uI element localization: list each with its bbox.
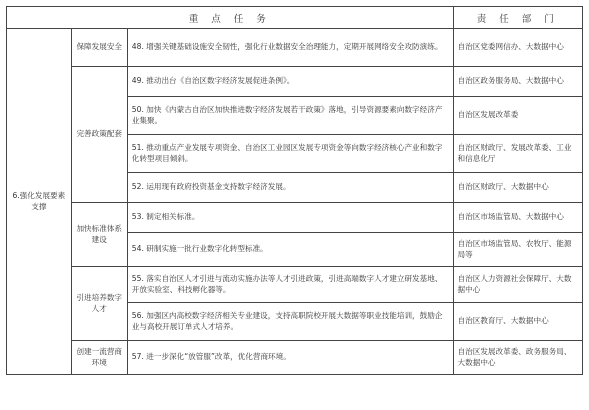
dept-cell: 自治区市场监管局、农牧厅、能源局等 [453,233,582,267]
task-cell: 52. 运用现有政府投资基金支持数字经济发展。 [127,173,453,203]
tasks-table [6,6,583,375]
group-name-cell: 完善政策配套 [71,67,127,203]
table-row [7,29,583,67]
task-cell: 53. 制定相关标准。 [127,203,453,233]
table-row [7,203,583,233]
table-row [7,267,583,303]
table-row [7,67,583,97]
dept-cell: 自治区人力资源社会保障厅、大数据中心 [453,267,582,303]
task-cell: 57. 进一步深化“放管服”改革，优化营商环境。 [127,341,453,375]
dept-cell: 自治区政务服务局、大数据中心 [453,67,582,97]
task-cell: 50. 加快《内蒙古自治区加快推进数字经济发展若干政策》落地，引导资源要素向数字经济产业集聚。 [127,97,453,135]
dept-cell: 自治区财政厅、发展改革委、工业和信息化厅 [453,135,582,173]
group-name-cell: 保障发展安全 [71,29,127,67]
dept-cell: 自治区发展改革委 [453,97,582,135]
task-cell: 54. 研制实施一批行业数字化转型标准。 [127,233,453,267]
table-row [7,341,583,375]
task-cell: 48. 增强关键基础设施安全韧性，强化行业数据安全治理能力，定期开展网络安全攻防演练。 [127,29,453,67]
table-header-row [7,7,583,29]
dept-cell: 自治区党委网信办、大数据中心 [453,29,582,67]
dept-cell: 自治区财政厅、大数据中心 [453,173,582,203]
task-cell: 51. 推动重点产业发展专项资金、自治区工业园区发展专项资金等向数字经济核心产业和数字化转型项目倾斜。 [127,135,453,173]
task-cell: 56. 加强区内高校数字经济相关专业建设，支持高职院校开展大数据等职业技能培训，鼓励企业与高校开展订单式人才培养。 [127,303,453,341]
header-dept: 责 任 部 门 [453,7,582,29]
group-name-cell: 创建一流营商环境 [71,341,127,375]
main-category-cell: 6.强化发展要素支撑 [7,29,72,375]
task-cell: 49. 推动出台《自治区数字经济发展促进条例》。 [127,67,453,97]
header-tasks: 重 点 任 务 [7,7,454,29]
task-cell: 55. 落实自治区人才引进与流动实施办法等人才引进政策，引进高端数字人才建立研发基地、开放实验室、科技孵化器等。 [127,267,453,303]
dept-cell: 自治区发展改革委、政务服务局、大数据中心 [453,341,582,375]
dept-cell: 自治区教育厅、大数据中心 [453,303,582,341]
dept-cell: 自治区市场监管局、大数据中心 [453,203,582,233]
group-name-cell: 引进培养数字人才 [71,267,127,341]
group-name-cell: 加快标准体系建设 [71,203,127,267]
